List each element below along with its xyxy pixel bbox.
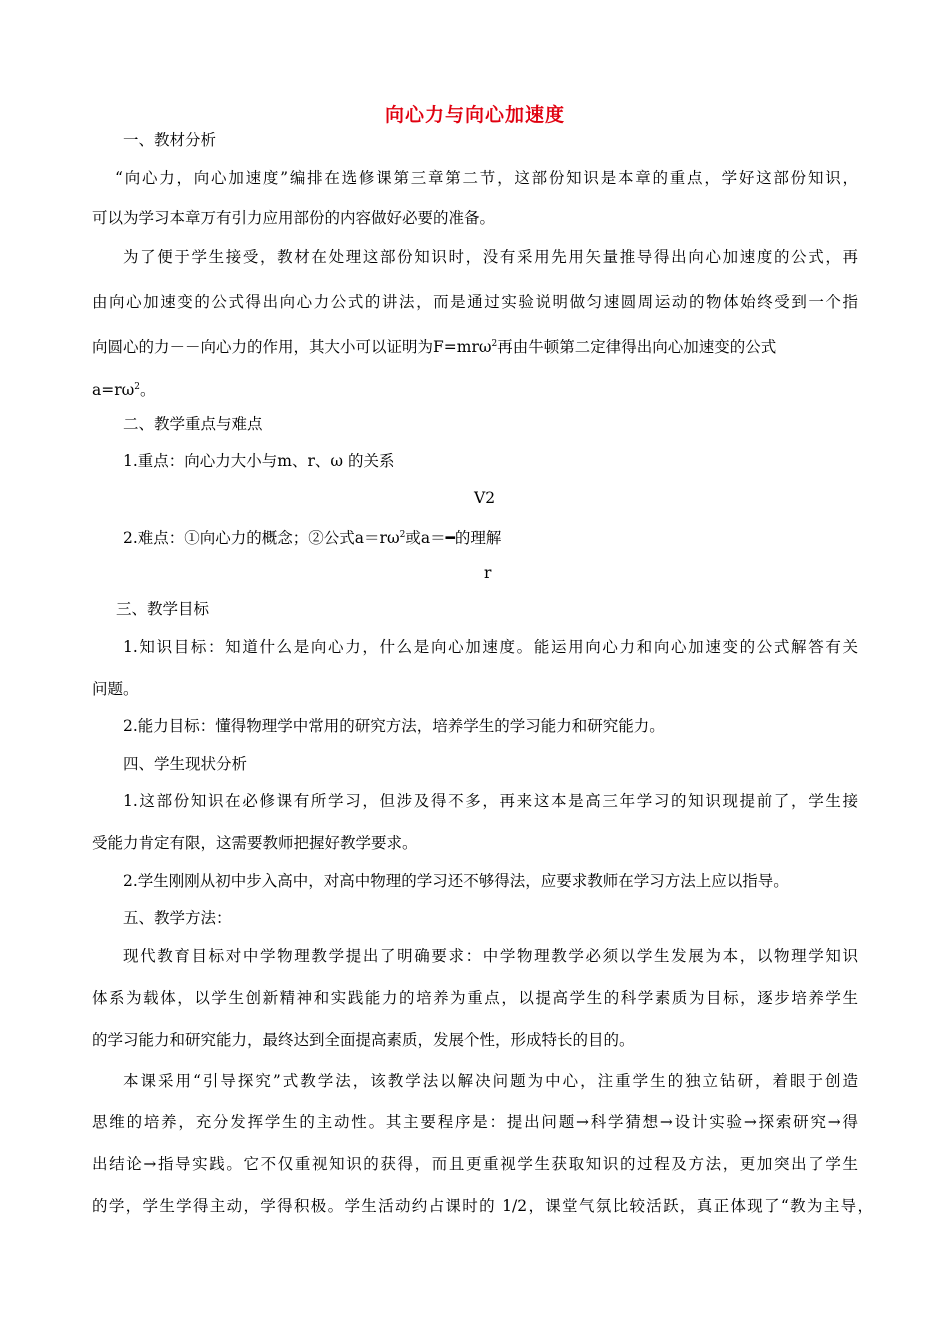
list-item: 问题。: [92, 680, 139, 698]
paragraph-line: 的学，学生学得主动，学得积极。学生活动约占课时的 1/2，课堂气氛比较活跃，真正体现了“教为主导，: [92, 1197, 873, 1215]
paragraph-line: 为了便于学生接受，教材在处理这部份知识时，没有采用先用矢量推导得出向心加速度的公式，再: [123, 248, 858, 266]
list-item: 1.知识目标：知道什么是向心力，什么是向心加速度。能运用向心力和向心加速变的公式解答有关: [123, 638, 858, 656]
list-item: 2.能力目标：懂得物理学中常用的研究方法，培养学生的学习能力和研究能力。: [123, 717, 665, 735]
paragraph-line: 由向心加速变的公式得出向心力公式的讲法，而是通过实验说明做匀速圆周运动的物体始终受到一个指: [92, 293, 858, 311]
superscript: 2: [399, 530, 406, 540]
paragraph-line: “向心力，向心加速度”编排在选修课第三章第二节，这部份知识是本章的重点，学好这部份知识，: [115, 169, 858, 187]
paragraph-line: [92, 334, 776, 357]
list-item: [123, 525, 501, 548]
list-item-text: 或a＝━的理解: [405, 529, 502, 547]
fraction-numerator: V2: [474, 489, 496, 507]
paragraph-line: 本课采用“引导探究”式教学法，该教学法以解决问题为中心，注重学生的独立钻研，着眼于创造: [123, 1072, 858, 1090]
section-heading-student-status: 四、学生现状分析: [123, 755, 248, 773]
paragraph-line: 的学习能力和研究能力，最终达到全面提高素质，发展个性，形成特长的目的。: [92, 1031, 635, 1049]
section-heading-textbook-analysis: 一、教材分析: [123, 131, 217, 149]
list-item: 2.学生刚刚从初中步入高中，对高中物理的学习还不够得法，应要求教师在学习方法上应以指导。: [123, 872, 789, 890]
list-item: 1.重点：向心力大小与m、r、ω 的关系: [123, 452, 395, 470]
paragraph-text: 再由牛顿第二定律得出向心加速变的公式: [497, 338, 777, 356]
list-item-text: 2.难点：①向心力的概念；②公式a＝rω: [123, 529, 400, 547]
fraction-denominator: r: [484, 564, 492, 582]
paragraph-line: 现代教育目标对中学物理教学提出了明确要求：中学物理教学必须以学生发展为本，以物理学知识: [123, 947, 858, 965]
section-heading-teaching-goals: 三、教学目标: [116, 600, 210, 618]
formula-text: 向圆心的力－－向心力的作用，其大小可以证明为F=mrω: [92, 338, 492, 356]
formula-text: a=rω: [92, 381, 135, 399]
paragraph-line: 出结论→指导实践。它不仅重视知识的获得，而且更重视学生获取知识的过程及方法，更加突出了学生: [92, 1155, 858, 1173]
list-item: 1.这部份知识在必修课有所学习，但涉及得不多，再来这本是高三年学习的知识现提前了，学生接: [123, 792, 858, 810]
paragraph-line: 思维的培养，充分发挥学生的主动性。其主要程序是：提出问题→科学猜想→设计实验→探索研究→得: [92, 1113, 858, 1131]
superscript: 2: [491, 339, 498, 349]
paragraph-line: 体系为载体，以学生创新精神和实践能力的培养为重点，以提高学生的科学素质为目标，逐步培养学生: [92, 989, 858, 1007]
superscript: 2: [134, 382, 141, 392]
paragraph-text: 。: [140, 381, 156, 399]
document-title: 向心力与向心加速度: [384, 104, 565, 126]
section-heading-teaching-method: 五、教学方法：: [123, 909, 232, 927]
section-heading-key-points: 二、教学重点与难点: [123, 415, 263, 433]
list-item: 受能力肯定有限，这需要教师把握好教学要求。: [92, 834, 418, 852]
paragraph-line: [92, 377, 156, 400]
paragraph-line: 可以为学习本章万有引力应用部份的内容做好必要的准备。: [92, 209, 496, 227]
